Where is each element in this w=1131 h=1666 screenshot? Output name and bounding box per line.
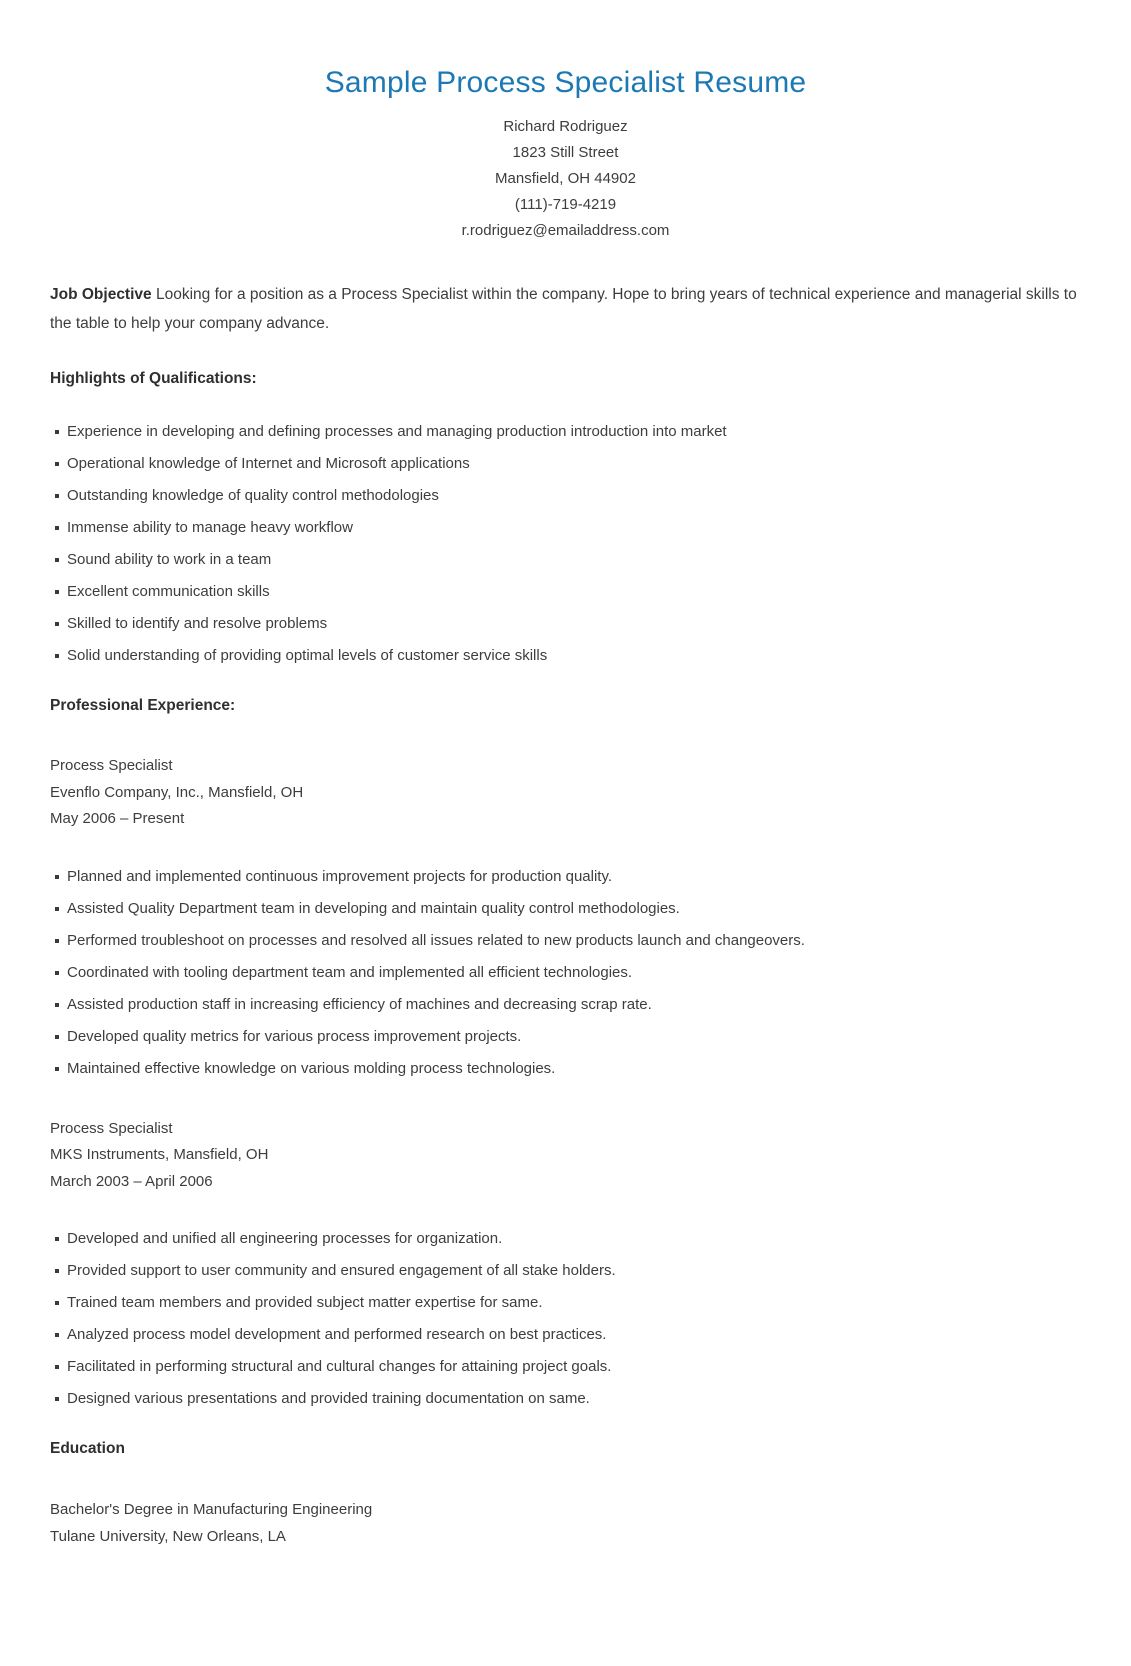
bullet-item: Operational knowledge of Internet and Microsoft applications [50, 454, 1081, 473]
contact-block [50, 114, 1081, 244]
job-company: Evenflo Company, Inc., Mansfield, OH [50, 783, 304, 801]
contact-city-state-zip: Mansfield, OH 44902 [495, 170, 636, 187]
job-bullets-mks [50, 1229, 1081, 1408]
bullet-item: Planned and implemented continuous improvement projects for production quality. [50, 867, 1081, 886]
job-header-evenflo [50, 753, 1081, 833]
contact-name: Richard Rodriguez [503, 118, 628, 135]
bullet-item: Developed quality metrics for various process improvement projects. [50, 1027, 1081, 1046]
bullet-item: Immense ability to manage heavy workflow [50, 518, 1081, 537]
bullet-item: Facilitated in performing structural and cultural changes for attaining project goals. [50, 1357, 1081, 1376]
bullet-item: Skilled to identify and resolve problems [50, 614, 1081, 633]
education-details [50, 1496, 1081, 1550]
bullet-item: Solid understanding of providing optimal levels of customer service skills [50, 646, 1081, 665]
bullet-item: Sound ability to work in a team [50, 550, 1081, 569]
bullet-item: Assisted Quality Department team in developing and maintain quality control methodologies. [50, 899, 1081, 918]
resume-document [0, 66, 1131, 1666]
job-dates: March 2003 – April 2006 [50, 1172, 213, 1190]
job-title: Process Specialist [50, 757, 173, 774]
bullet-item: Developed and unified all engineering processes for organization. [50, 1229, 1081, 1248]
education-school: Tulane University, New Orleans, LA [50, 1528, 286, 1545]
job-bullets-evenflo [50, 867, 1081, 1078]
bullet-item: Designed various presentations and provided training documentation on same. [50, 1389, 1081, 1408]
job-objective-label: Job Objective [50, 286, 152, 303]
contact-email: r.rodriguez@emailaddress.com [461, 222, 670, 239]
qualifications-heading: Highlights of Qualifications: [50, 370, 257, 387]
bullet-item: Analyzed process model development and performed research on best practices. [50, 1325, 1081, 1344]
job-objective-text: Looking for a position as a Process Specialist within the company. Hope to bring years of technical experience and managerial skills to the table to help your company advance. [50, 286, 1077, 332]
contact-street: 1823 Still Street [512, 144, 619, 161]
job-header-mks [50, 1116, 1081, 1196]
bullet-item: Maintained effective knowledge on various molding process technologies. [50, 1059, 1081, 1078]
page-title: Sample Process Specialist Resume [324, 66, 807, 99]
bullet-item: Coordinated with tooling department team and implemented all efficient technologies. [50, 963, 1081, 982]
job-objective-paragraph [50, 280, 1081, 338]
education-heading: Education [50, 1440, 125, 1457]
experience-heading: Professional Experience: [50, 697, 236, 714]
bullet-item: Trained team members and provided subject matter expertise for same. [50, 1293, 1081, 1312]
bullet-item: Assisted production staff in increasing efficiency of machines and decreasing scrap rate. [50, 995, 1081, 1014]
job-dates: May 2006 – Present [50, 810, 185, 827]
bullet-item: Performed troubleshoot on processes and resolved all issues related to new products launch and changeovers. [50, 931, 1081, 950]
bullet-item: Outstanding knowledge of quality control methodologies [50, 486, 1081, 505]
contact-phone: (111)-719-4219 [514, 196, 617, 213]
education-degree: Bachelor's Degree in Manufacturing Engineering [50, 1501, 373, 1518]
bullet-item: Experience in developing and defining processes and managing production introduction into market [50, 422, 1081, 441]
job-title: Process Specialist [50, 1119, 173, 1137]
qualifications-list [50, 422, 1081, 665]
bullet-item: Excellent communication skills [50, 582, 1081, 601]
job-company: MKS Instruments, Mansfield, OH [50, 1146, 269, 1163]
bullet-item: Provided support to user community and ensured engagement of all stake holders. [50, 1261, 1081, 1280]
